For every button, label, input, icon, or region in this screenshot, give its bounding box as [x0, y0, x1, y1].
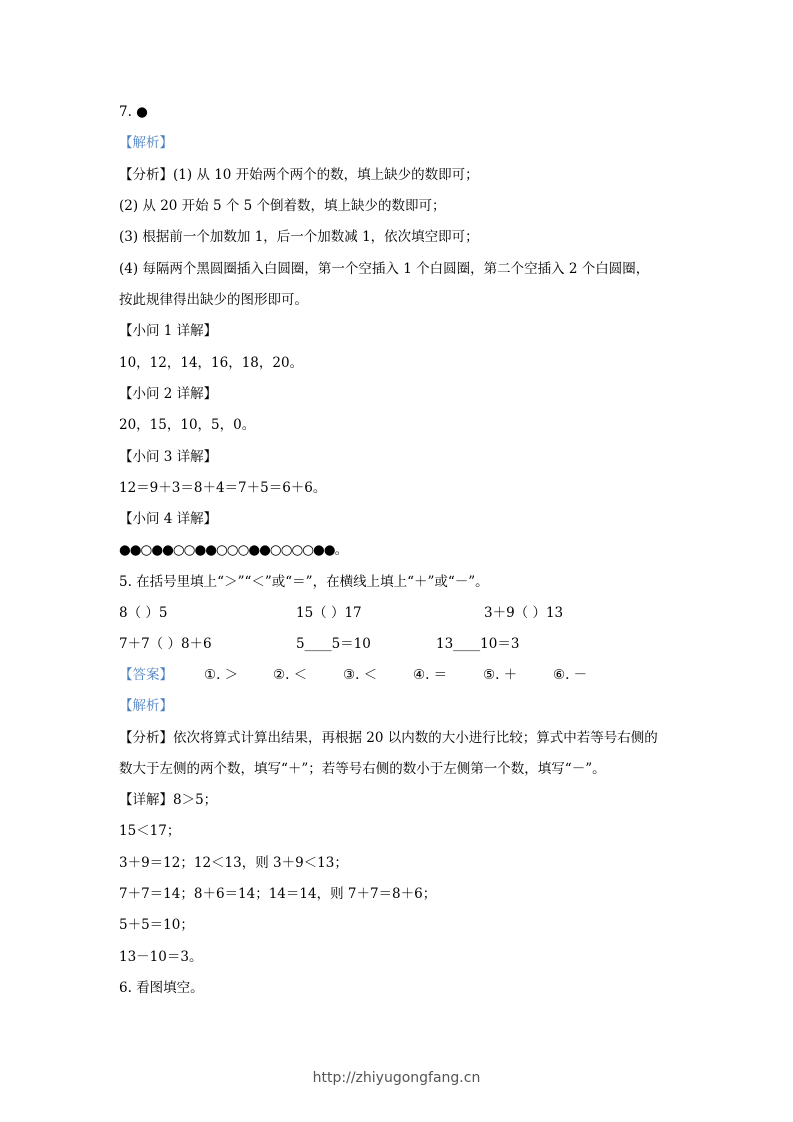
subquestion-answer: 20，15，10，5，0。	[119, 417, 256, 433]
detail-text: 【详解】8＞5；	[119, 792, 218, 808]
analysis-text: (3) 根据前一个加数加 1，后一个加数减 1，依次填空即可；	[119, 229, 479, 245]
subquestion-answer: ●●○●●○○●●○○○●●○○○○●●。	[119, 542, 348, 558]
subquestion-answer: 10，12，14，16，18，20。	[119, 355, 304, 371]
detail-text: 7＋7＝14；8＋6＝14；14＝14，则 7＋7＝8＋6；	[119, 886, 437, 902]
answer-label: 【答案】	[119, 667, 173, 683]
question-5: 5. 在括号里填上“＞”“＜”或“＝”，在横线上填上“＋”或“－”。	[119, 574, 489, 590]
analysis-text: (2) 从 20 开始 5 个 5 个倒着数，填上缺少的数即可；	[119, 198, 446, 214]
detail-text: 13－10＝3。	[119, 949, 203, 965]
q5-item: 13____10＝3	[436, 636, 520, 652]
detail-text: 3＋9＝12；12＜13，则 3＋9＜13；	[119, 855, 348, 871]
question-6: 6. 看图填空。	[119, 980, 204, 996]
answer-item: ⑥. －	[553, 667, 588, 683]
analysis-text: 【分析】依次将算式计算出结果，再根据 20 以内数的大小进行比较；算式中若等号右侧的	[119, 730, 658, 746]
analysis-text: 数大于左侧的两个数，填写“＋”；若等号右侧的数小于左侧第一个数，填写“－”。	[119, 761, 606, 777]
answer-item: ④. ＝	[413, 667, 448, 683]
analysis-text: 按此规律得出缺少的图形即可。	[119, 292, 308, 308]
detail-text: 5＋5＝10；	[119, 917, 194, 933]
subquestion-heading: 【小问 2 详解】	[119, 386, 218, 402]
answer-item: ⑤. ＋	[483, 667, 518, 683]
subquestion-heading: 【小问 1 详解】	[119, 323, 218, 339]
answer-item: ①. ＞	[204, 667, 239, 683]
analysis-text: (4) 每隔两个黑圆圈插入白圆圈，第一个空插入 1 个白圆圈，第二个空插入 2 个白圆圈，	[119, 261, 650, 277]
analysis-label: 【解析】	[119, 135, 173, 151]
q5-item: 3＋9（ ）13	[484, 605, 564, 621]
footer-url: http://zhiyugongfang.cn	[312, 1070, 481, 1086]
analysis-label: 【解析】	[119, 698, 173, 714]
q5-item: 8（ ）5	[119, 605, 168, 621]
answer-item: ③. ＜	[343, 667, 378, 683]
detail-text: 15＜17；	[119, 823, 181, 839]
q5-item: 7＋7（ ）8＋6	[119, 636, 212, 652]
q5-item: 5____5＝10	[296, 636, 371, 652]
subquestion-answer: 12＝9＋3＝8＋4＝7＋5＝6＋6。	[119, 480, 327, 496]
line-q7: 7. ●	[119, 104, 148, 120]
q5-item: 15（ ）17	[296, 605, 362, 621]
analysis-text: 【分析】(1) 从 10 开始两个两个的数，填上缺少的数即可；	[119, 167, 479, 183]
answer-item: ②. ＜	[273, 667, 308, 683]
subquestion-heading: 【小问 4 详解】	[119, 511, 218, 527]
subquestion-heading: 【小问 3 详解】	[119, 449, 218, 465]
